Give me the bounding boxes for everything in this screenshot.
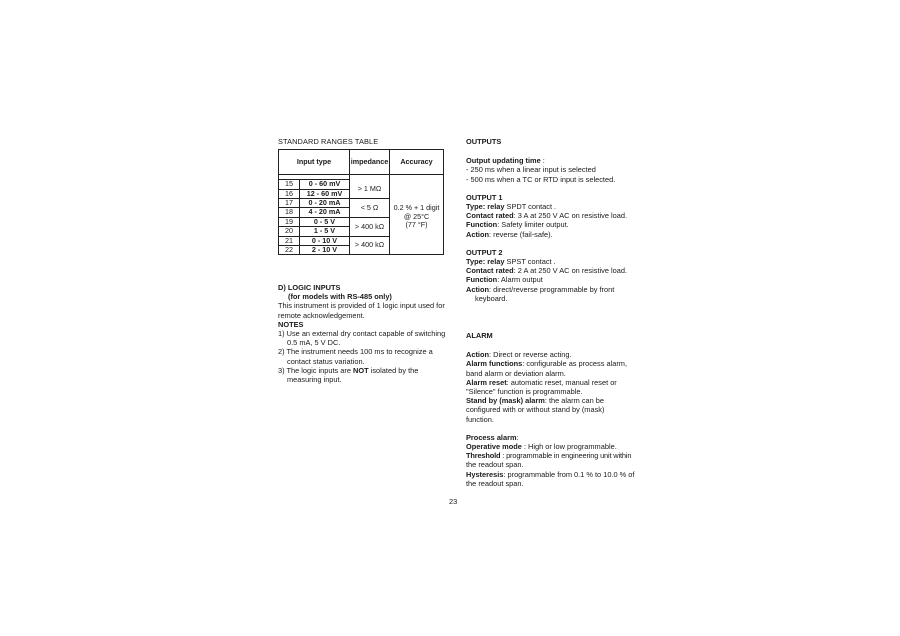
impedance-cell: > 1 MΩ: [350, 180, 390, 199]
label: Operative mode: [466, 442, 522, 452]
hysteresis: [466, 470, 638, 479]
row-code: 18: [279, 208, 300, 217]
value: : direct/reverse programmable by front: [489, 284, 615, 294]
row-range: 0 - 20 mA: [300, 199, 350, 208]
label: Function: [466, 275, 498, 285]
impedance-cell: > 400 kΩ: [350, 217, 390, 236]
note-item: 2) The instrument needs 100 ms to recognize a contact status variation.: [278, 347, 433, 366]
alarm-reset: [466, 378, 638, 387]
label: Threshold: [466, 451, 501, 461]
label: Type: relay: [466, 257, 505, 267]
accuracy-line: 0.2 % + 1 digit: [393, 203, 440, 213]
accuracy-cell: [390, 180, 444, 255]
page-number: 23: [449, 497, 458, 506]
row-code: 22: [279, 246, 300, 255]
standard-ranges-table: [278, 149, 444, 255]
row-range: 0 - 60 mV: [300, 180, 350, 189]
value: : programmable from 0.1 % to 10.0 % of: [503, 469, 635, 479]
output2-contact: [466, 266, 638, 275]
row-range: 1 - 5 V: [300, 227, 350, 236]
notes-heading: NOTES: [278, 319, 304, 329]
row-code: 16: [279, 189, 300, 198]
label: Contact rated: [466, 266, 514, 276]
note-text: 3) The logic inputs are: [278, 365, 354, 375]
row-code: 19: [279, 217, 300, 226]
outputs-heading: OUTPUTS: [466, 137, 502, 146]
output2-function: [466, 275, 638, 284]
row-code: 21: [279, 236, 300, 245]
row-range: 12 - 60 mV: [300, 189, 350, 198]
table-title: STANDARD RANGES TABLE: [278, 137, 379, 146]
output2-action-cont: keyboard.: [475, 293, 508, 303]
output1-type: [466, 202, 638, 211]
value: : 3 A at 250 V AC on resistive load.: [513, 211, 628, 221]
alarm-standby-cont: configured with or without stand by (mask): [466, 405, 605, 415]
header-impedance: impedance: [350, 150, 390, 175]
row-code: 15: [279, 180, 300, 189]
label: Process alarm: [466, 432, 517, 442]
impedance-cell: < 5 Ω: [350, 199, 390, 218]
logic-subheading: (for models with RS-485 only): [288, 292, 392, 302]
note-text: isolated by the measuring input.: [287, 365, 419, 385]
row-code: 17: [279, 199, 300, 208]
alarm-standby-cont: function.: [466, 414, 494, 424]
value: : Direct or reverse acting.: [489, 350, 572, 360]
alarm-functions-cont: band alarm or deviation alarm.: [466, 368, 566, 378]
alarm-heading: ALARM: [466, 331, 493, 341]
value: : 2 A at 250 V AC on resistive load.: [513, 266, 628, 276]
updating-line: - 500 ms when a TC or RTD input is selected.: [466, 174, 616, 184]
note-item: [278, 366, 450, 384]
alarm-standby: [466, 396, 638, 405]
label: Action: [466, 350, 489, 360]
logic-inputs-section: [278, 283, 450, 384]
value: : the alarm can be: [544, 396, 605, 406]
label: Type: relay: [466, 202, 505, 212]
value: : Alarm output: [497, 275, 543, 285]
output1-function: [466, 220, 638, 229]
value: :: [516, 432, 519, 442]
alarm-reset-cont: "Silence" function is programmable.: [466, 387, 583, 397]
accuracy-line: @ 25°C: [403, 211, 430, 221]
process-alarm-heading: [466, 433, 638, 442]
hysteresis-cont: the readout span.: [466, 478, 524, 488]
label: Alarm functions: [466, 359, 523, 369]
row-range: 4 - 20 mA: [300, 208, 350, 217]
updating-line: - 250 ms when a linear input is selected: [466, 165, 596, 175]
note-item: 1) Use an external dry contact capable of switching 0.5 mA, 5 V DC.: [278, 329, 446, 348]
value: : High or low programmable.: [521, 442, 617, 452]
logic-intro: This instrument is provided of 1 logic input used for remote acknowledgement.: [278, 301, 445, 320]
output2-heading: OUTPUT 2: [466, 247, 503, 257]
note-emphasis: NOT: [353, 365, 369, 375]
row-range: 0 - 5 V: [300, 217, 350, 226]
output1-heading: OUTPUT 1: [466, 192, 503, 202]
updating-time: [466, 156, 638, 165]
logic-heading: D) LOGIC INPUTS: [278, 283, 341, 292]
value: : reverse (fail-safe).: [489, 229, 553, 239]
table-row: [279, 180, 444, 189]
label: Stand by (mask) alarm: [466, 396, 545, 406]
row-code: 20: [279, 227, 300, 236]
outputs-section: [466, 137, 638, 488]
header-accuracy: Accuracy: [390, 150, 444, 175]
alarm-functions: [466, 359, 638, 368]
updating-label: Output updating time: [466, 156, 541, 166]
row-range: 0 - 10 V: [300, 236, 350, 245]
row-range: 2 - 10 V: [300, 246, 350, 255]
threshold: [466, 451, 638, 460]
operative-mode: [466, 442, 638, 451]
label: Alarm reset: [466, 377, 507, 387]
impedance-cell: > 400 kΩ: [350, 236, 390, 255]
output2-type: [466, 257, 638, 266]
label: Function: [466, 220, 498, 230]
label: Contact rated: [466, 211, 514, 221]
output1-action: [466, 230, 638, 239]
alarm-action: [466, 350, 638, 359]
ranges-section: [278, 137, 450, 255]
label: Hysteresis: [466, 469, 504, 479]
accuracy-line: (77 °F): [405, 220, 428, 230]
label: Action: [466, 229, 489, 239]
value: : configurable as process alarm,: [522, 359, 628, 369]
value: : automatic reset, manual reset or: [506, 377, 617, 387]
value: SPST contact .: [504, 257, 556, 267]
output2-action: [466, 285, 638, 294]
value: : Safety limiter output.: [497, 220, 569, 230]
updating-colon: :: [540, 156, 545, 166]
label: Action: [466, 284, 489, 294]
table-header-row: [279, 150, 444, 175]
header-input-type: Input type: [279, 150, 350, 175]
threshold-cont: the readout span.: [466, 460, 524, 470]
value: : programmable in engineering unit within: [500, 451, 632, 461]
output1-contact: [466, 211, 638, 220]
value: SPDT contact .: [504, 202, 557, 212]
